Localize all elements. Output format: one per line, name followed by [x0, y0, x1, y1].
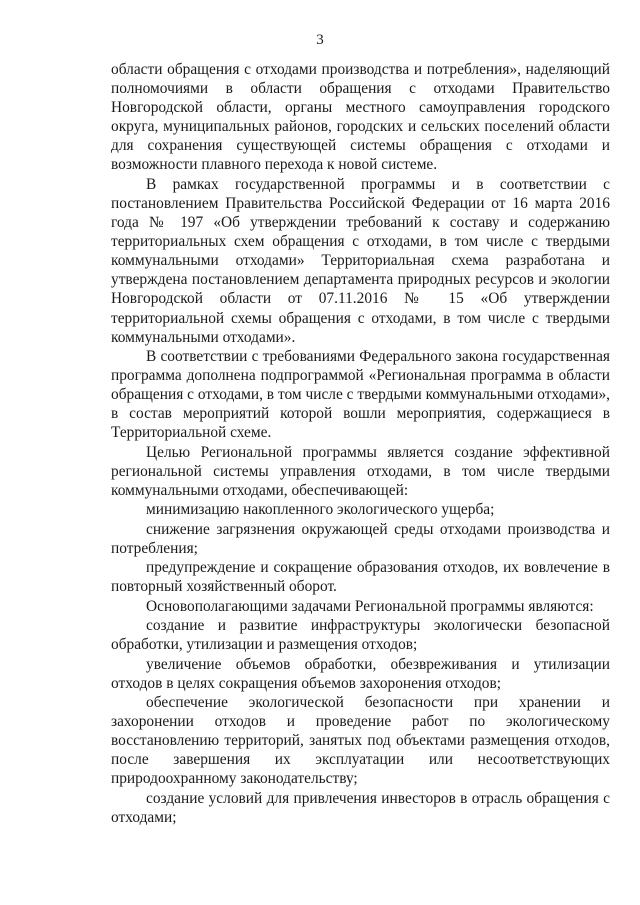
- page-number: 3: [316, 32, 324, 48]
- goal-item-3: предупреждение и сокращение образования отходов, их вовлечение в повторный хозяйственный оборот.: [111, 559, 610, 596]
- task-item-2: увеличение объемов обработки, обезвреживания и утилизации отходов в целях сокращения объемов захоронения отходов;: [111, 655, 610, 692]
- paragraph-subprogram: В соответствии с требованиями Федерального закона государственная программа дополнена подпрограммой «Региональная программа в области обращения с отходами, в том числе с твердыми коммунальными отходами», в состав мероприятий которой вошли мероприятия, содержащиеся в Территориальной схеме.: [111, 348, 610, 442]
- paragraph-continuation: области обращения с отходами производства и потребления», наделяющий полномочиями в области обращения с отходами Правительство Новгородской области, органы местного самоуправления городского округа, муниципальных районов, городских и сельских поселений области для сохранения существующей системы обращения с отходами и возможности плавного перехода к новой системе.: [111, 61, 610, 174]
- paragraph-program-goal: Целью Региональной программы является создание эффективной региональной системы управления отходами, в том числе твердыми коммунальными отходами, обеспечивающей:: [111, 443, 610, 499]
- task-item-4: создание условий для привлечения инвесторов в отрасль обращения с отходами;: [111, 789, 610, 826]
- goal-item-1: минимизацию накопленного экологического ущерба;: [146, 501, 495, 519]
- goal-item-2: снижение загрязнения окружающей среды отходами производства и потребления;: [111, 520, 610, 557]
- paragraph-territorial-scheme: В рамках государственной программы и в соответствии с постановлением Правительства Российской Федерации от 16 марта 2016 года № 197 «Об утверждении требований к составу и содержанию территориальных схем обращения с отходами, в том числе с твердыми коммунальными отходами» Территориальная схема разработана и утверждена постановлением департамента природных ресурсов и экологии Новгородской области от 07.11.2016 № 15 «Об утверждении территориальной схемы обращения с отходами, в том числе с твердыми коммунальными отходами».: [111, 175, 610, 346]
- task-item-3: обеспечение экологической безопасности при хранении и захоронении отходов и проведение работ по экологическому восстановлению территорий, занятых под объектами размещения отходов, после завершения их эксплуатации или несоответствующих природоохранному законодательству;: [111, 694, 610, 788]
- task-item-1: создание и развитие инфраструктуры экологически безопасной обработки, утилизации и размещения отходов;: [111, 617, 610, 654]
- document-body: [111, 60, 610, 827]
- paragraph-tasks-heading: Основополагающими задачами Региональной программы являются:: [146, 597, 594, 615]
